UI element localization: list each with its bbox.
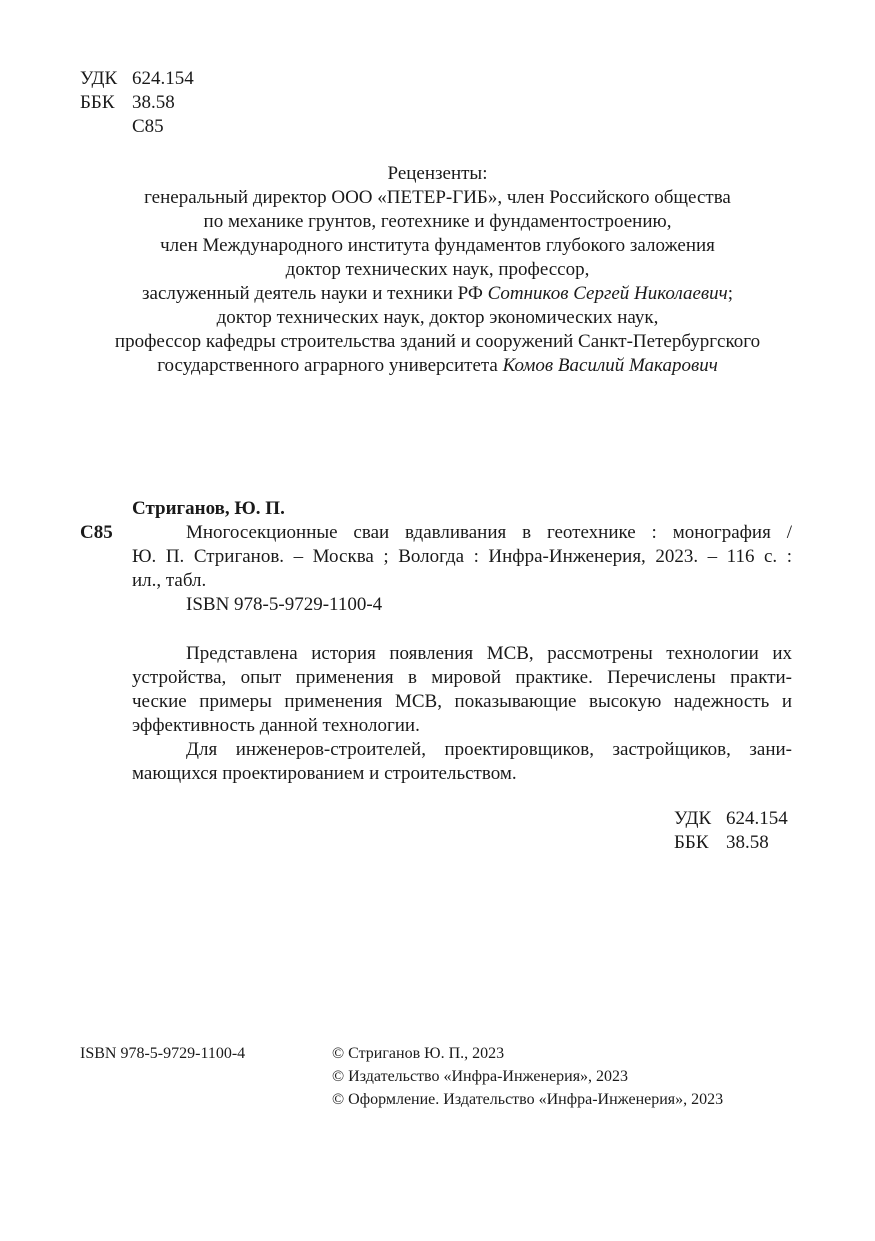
annotation-line: мающихся проектированием и строительством. — [132, 763, 517, 784]
top-author-mark-row — [80, 115, 194, 139]
annotation-line: Для инженеров-строителей, проектировщиков, застройщиков, зани- — [186, 739, 792, 760]
reviewers-line: профессор кафедры строительства зданий и сооружений Санкт-Петербургского — [114, 331, 761, 352]
copyright-line: © Оформление. Издательство «Инфра-Инженерия», 2023 — [332, 1091, 724, 1108]
reviewer-name-sotnikov: Сотников Сергей Николаевич — [487, 283, 728, 304]
top-classification — [80, 67, 194, 139]
annotation-line: устройства, опыт применения в мировой практике. Перечислены практи- — [132, 667, 792, 688]
top-udk-label: УДК — [80, 68, 118, 89]
record-line: Многосекционные сваи вдавливания в геотехнике : монография / — [186, 522, 792, 543]
footer-copyrights — [332, 1042, 723, 1111]
footer-isbn: ISBN 978-5-9729-1100-4 — [80, 1045, 246, 1062]
bottom-udk-value: 624.154 — [726, 808, 788, 829]
record-line: ил., табл. — [132, 570, 207, 591]
top-bbk-label: ББК — [80, 92, 115, 113]
reviewers-line: по механике грунтов, геотехнике и фундаментостроению, — [203, 211, 672, 232]
reviewers-line: доктор технических наук, доктор экономических наук, — [216, 307, 659, 328]
top-udk-row — [80, 67, 194, 91]
reviewers-line8-prefix: государственного аграрного университета — [157, 355, 503, 376]
reviewers-line: член Международного института фундаментов глубокого заложения — [160, 235, 715, 256]
top-bbk-row — [80, 91, 194, 115]
reviewers-heading: Рецензенты: — [387, 163, 488, 184]
record-author: Стриганов, Ю. П. — [132, 498, 285, 519]
reviewers-line: генеральный директор ООО «ПЕТЕР-ГИБ», член Российского общества — [144, 187, 731, 208]
bottom-udk-row — [674, 807, 788, 831]
copyright-line: © Стриганов Ю. П., 2023 — [332, 1045, 505, 1062]
reviewers-line — [0, 354, 875, 378]
record-mark: С85 — [80, 522, 113, 543]
bottom-bbk-label: ББК — [674, 832, 709, 853]
annotation-line: эффективность данной технологии. — [132, 715, 420, 736]
top-bbk-value: 38.58 — [132, 92, 175, 113]
annotation-line: ческие примеры применения МСВ, показывающие высокую надежность и — [132, 691, 792, 712]
bottom-udk-label: УДК — [674, 808, 712, 829]
reviewers-line5-suffix: ; — [727, 283, 733, 304]
annotation — [132, 642, 792, 786]
record-isbn: ISBN 978-5-9729-1100-4 — [186, 594, 383, 615]
reviewer-name-komov: Комов Василий Макарович — [502, 355, 718, 376]
bottom-classification — [674, 807, 788, 855]
copyright-line: © Издательство «Инфра-Инженерия», 2023 — [332, 1068, 629, 1085]
reviewers-block — [0, 162, 875, 378]
reviewers-line: доктор технических наук, профессор, — [285, 259, 590, 280]
bottom-bbk-row — [674, 831, 788, 855]
reviewers-line — [0, 282, 875, 306]
top-udk-value: 624.154 — [132, 68, 194, 89]
top-author-mark: С85 — [132, 116, 164, 137]
reviewers-line5-prefix: заслуженный деятель науки и техники РФ — [142, 283, 488, 304]
record-line: Ю. П. Стриганов. – Москва ; Вологда : Инфра-Инженерия, 2023. – 116 с. : — [132, 546, 792, 567]
record-description — [132, 521, 792, 617]
bottom-bbk-value: 38.58 — [726, 832, 769, 853]
annotation-line: Представлена история появления МСВ, рассмотрены технологии их — [186, 643, 792, 664]
